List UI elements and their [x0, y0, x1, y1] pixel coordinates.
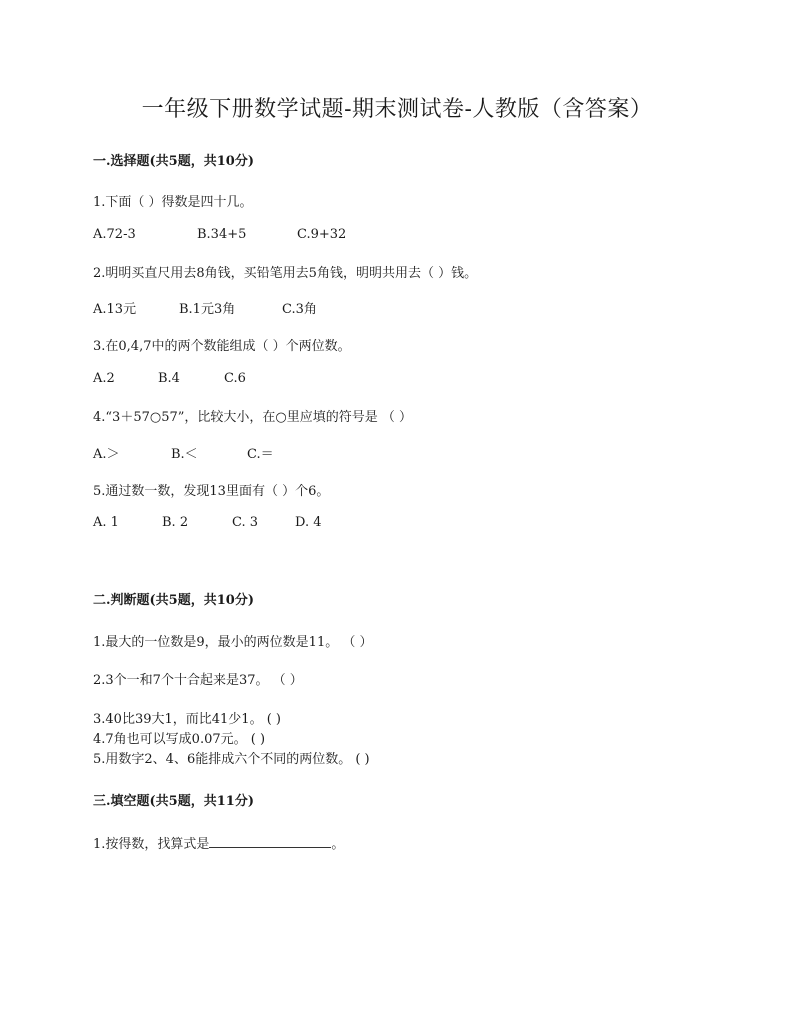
option-c: C.3角	[282, 302, 317, 317]
option-a: A.＞	[93, 447, 120, 462]
answer-blank[interactable]	[209, 835, 331, 848]
option-b: B.4	[158, 371, 180, 386]
option-a: A. 1	[93, 515, 119, 530]
judgment-question: 1.最大的一位数是9，最小的两位数是11。 （ ）	[93, 635, 373, 650]
judgment-question: 3.40比39大1，而比41少1。 ( )	[93, 712, 281, 727]
section-heading-choice: 一.选择题(共5题，共10分)	[93, 154, 254, 169]
question-stem: 3.在0,4,7中的两个数能组成（ ）个两位数。	[93, 339, 351, 354]
option-b: B.1元3角	[179, 302, 236, 317]
fill-in-question	[93, 833, 344, 852]
fill-in-question-text: 1.按得数，找算式是	[93, 837, 210, 852]
question-stem: 2.明明买直尺用去8角钱，买铅笔用去5角钱，明明共用去（ ）钱。	[93, 266, 478, 281]
question-stem: 4.“3＋57○57”，比较大小，在○里应填的符号是 （ ）	[93, 410, 413, 425]
judgment-question: 4.7角也可以写成0.07元。 ( )	[93, 732, 266, 747]
judgment-question: 5.用数字2、4、6能排成六个不同的两位数。 ( )	[93, 752, 370, 767]
option-a: A.72-3	[93, 227, 136, 242]
question-stem: 5.通过数一数，发现13里面有（ ）个6。	[93, 484, 330, 499]
option-c: C.＝	[247, 447, 274, 462]
option-c: C.6	[224, 371, 246, 386]
option-a: A.13元	[93, 302, 137, 317]
option-a: A.2	[93, 371, 115, 386]
option-b: B. 2	[162, 515, 189, 530]
option-b: B.＜	[171, 447, 198, 462]
page-title: 一年级下册数学试题-期末测试卷-人教版（含答案）	[141, 97, 653, 122]
question-stem: 1.下面（ ）得数是四十几。	[93, 195, 253, 210]
option-b: B.34+5	[197, 227, 247, 242]
option-d: D. 4	[295, 515, 322, 530]
option-c: C.9+32	[297, 227, 347, 242]
judgment-question: 2.3个一和7个十合起来是37。 （ ）	[93, 673, 303, 688]
fill-in-question-end: 。	[331, 837, 345, 852]
option-c: C. 3	[232, 515, 259, 530]
section-heading-judgment: 二.判断题(共5题，共10分)	[93, 593, 254, 608]
section-heading-fill-in: 三.填空题(共5题，共11分)	[93, 794, 254, 809]
